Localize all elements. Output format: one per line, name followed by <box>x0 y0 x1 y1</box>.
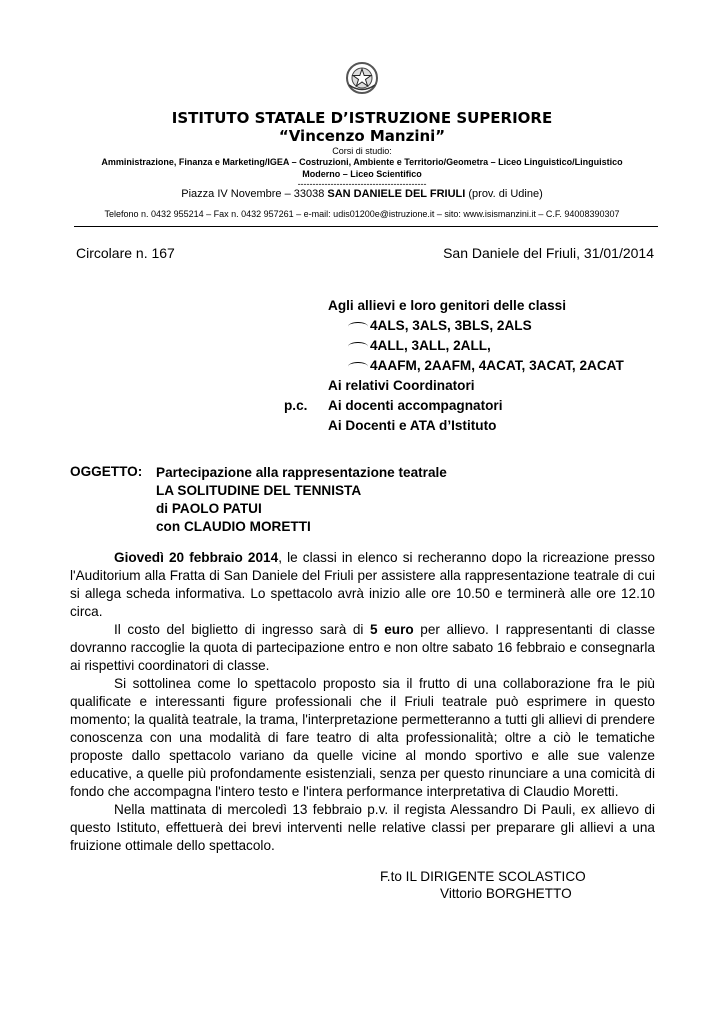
address-line <box>0 188 724 200</box>
recipients-coordinators: Ai relativi Coordinatori <box>328 378 475 393</box>
arc-bullet-icon <box>348 362 368 371</box>
class-group-1-text: 4ALS, 3ALS, 3BLS, 2ALS <box>370 318 532 333</box>
arc-bullet-icon <box>348 322 368 331</box>
arc-bullet-icon <box>348 342 368 351</box>
paragraph-2-text-a: Il costo del biglietto di ingresso sarà di <box>114 622 371 637</box>
paragraph-1 <box>70 549 655 621</box>
recipients-staff: Ai Docenti e ATA d’Istituto <box>328 418 497 433</box>
courses-line-1: Amministrazione, Finanza e Marketing/IGEA – Costruzioni, Ambiente e Territorio/Geometra – Liceo Linguistico/Linguistico <box>101 157 623 167</box>
paragraph-3: Si sottolinea come lo spettacolo proposto sia il frutto di una collaborazione fra le più qualificate e interessanti figure professionali che il Friuli teatrale può esprimere in questo momento; la qualità teatrale, la trama, l'interpretazione permetteranno a tutti gli allievi di prendere conoscenza con una modalità di fare teatro di alta professionalità; oltre a ciò le tematiche proposte dallo spettacolo variano da quelle vicine al mondo sportivo e alle sue valenze educative, a quelle più profondamente esistenziali, senza per questo rinunciare a una comicità di fondo che accompagna l'intero testo e l'intera performance interpretativa di Claudio Moretti. <box>70 676 655 799</box>
subject-label: OGGETTO: <box>70 464 143 479</box>
header-divider <box>74 226 658 227</box>
recipients-line: Agli allievi e loro genitori delle classi <box>328 298 566 313</box>
courses-line-2: Moderno – Liceo Scientifico <box>302 169 422 179</box>
subject-line-1: Partecipazione alla rappresentazione teatrale <box>156 465 447 480</box>
address-suffix: (prov. di Udine) <box>465 188 543 200</box>
republic-emblem-icon <box>344 60 380 96</box>
paragraph-2 <box>70 621 655 675</box>
class-group-3 <box>328 356 668 376</box>
recipients-teachers: Ai docenti accompagnatori <box>328 398 503 413</box>
recipients-block <box>328 296 668 436</box>
institute-name: “Vincenzo Manzini” <box>278 127 446 145</box>
class-group-2-text: 4ALL, 3ALL, 2ALL, <box>370 338 491 353</box>
subject-block <box>156 464 447 536</box>
subject-line-4: con CLAUDIO MORETTI <box>156 519 311 534</box>
header-dashes: ------------------------------------------- <box>297 179 427 189</box>
institute-title: ISTITUTO STATALE D’ISTRUZIONE SUPERIORE <box>171 109 553 127</box>
circular-number: Circolare n. 167 <box>76 245 175 261</box>
paragraph-4: Nella mattinata di mercoledì 13 febbraio p.v. il regista Alessandro Di Pauli, ex allievo di questo Istituto, effettuerà dei brevi interventi nelle relative classi per preparare gli allievi a una fruizione ottimale dello spettacolo. <box>70 802 655 853</box>
address-city: SAN DANIELE DEL FRIULI <box>327 188 466 200</box>
subject-line-3: di PAOLO PATUI <box>156 501 262 516</box>
body-text <box>70 549 655 855</box>
pc-label: p.c. <box>284 398 308 413</box>
class-group-2 <box>328 336 668 356</box>
place-date: San Daniele del Friuli, 31/01/2014 <box>443 245 654 261</box>
contacts-line: Telefono n. 0432 955214 – Fax n. 0432 957261 – e-mail: udis01200e@istruzione.it – sito: www.isismanzini.it – C.F. 94008390307 <box>104 209 620 219</box>
paragraph-2-text-b: per allievo. I rappresentanti di classe dovranno raccoglie la quota di partecipazione entro e non oltre sabato 16 febbraio e consegnarla ai rispettivi coordinatori di classe. <box>70 622 656 673</box>
signature-title: F.to IL DIRIGENTE SCOLASTICO <box>380 869 586 884</box>
ticket-price: 5 euro <box>370 622 414 637</box>
courses-label: Corsi di studio: <box>332 146 392 156</box>
subject-line-2: LA SOLITUDINE DEL TENNISTA <box>156 483 362 498</box>
signature-name: Vittorio BORGHETTO <box>440 886 572 901</box>
class-group-3-text: 4AAFM, 2AAFM, 4ACAT, 3ACAT, 2ACAT <box>370 358 624 373</box>
event-date: Giovedì 20 febbraio 2014 <box>114 550 279 565</box>
address-prefix: Piazza IV Novembre – 33038 <box>181 188 328 200</box>
class-group-1 <box>328 316 668 336</box>
paragraph-1-text: , le classi in elenco si recheranno dopo la ricreazione presso l'Auditorium alla Fratta di San Daniele del Friuli per assistere alla rappresentazione teatrale di cui si allega scheda informativa. Lo spettacolo avrà inizio alle ore 10.50 e terminerà alle ore 12.10 circa. <box>70 550 655 619</box>
